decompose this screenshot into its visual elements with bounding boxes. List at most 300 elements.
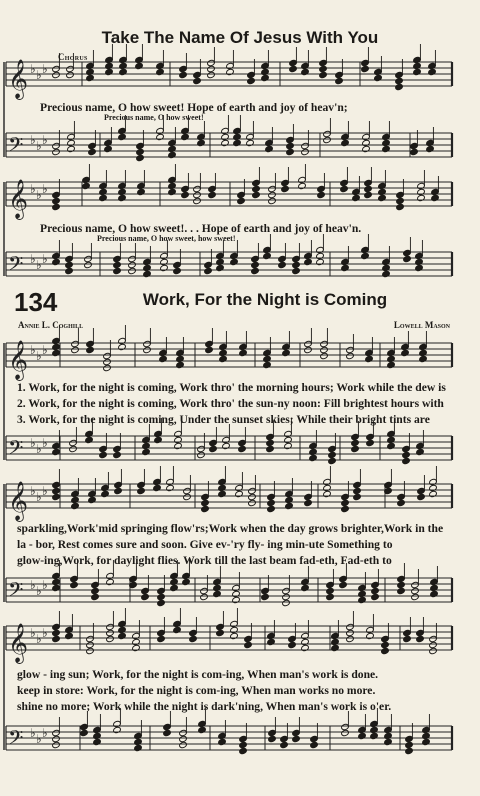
note-head	[310, 741, 319, 748]
note-head	[417, 493, 426, 500]
note-head	[301, 148, 310, 155]
note-head	[268, 197, 277, 204]
flat-sign-icon: ♭	[36, 632, 42, 646]
note-head	[86, 346, 95, 353]
note-head	[323, 490, 332, 497]
bass-clef-icon: 𝄢	[8, 578, 24, 606]
treble-clef-icon: 𝄞	[8, 340, 29, 380]
note-head	[230, 626, 239, 633]
note-head	[82, 182, 91, 189]
note-head	[263, 361, 272, 368]
flat-sign-icon: ♭	[30, 578, 36, 592]
flat-sign-icon: ♭	[42, 182, 48, 196]
note-head	[395, 83, 404, 90]
note-head	[182, 578, 191, 585]
note-head	[405, 747, 414, 754]
note-head	[156, 68, 165, 75]
note-head	[340, 185, 349, 192]
note-head	[328, 457, 337, 464]
note-head	[235, 490, 244, 497]
note-head	[415, 258, 424, 265]
note-head	[193, 197, 202, 204]
chorus-label: Chorus	[58, 52, 88, 62]
note-head	[101, 490, 110, 497]
note-head	[208, 191, 217, 198]
note-head	[52, 741, 61, 748]
note-head	[335, 77, 344, 84]
note-head	[267, 505, 276, 512]
note-head	[248, 493, 257, 500]
note-head	[239, 747, 248, 754]
note-head	[430, 590, 439, 597]
note-head	[352, 194, 361, 201]
note-head	[230, 258, 239, 265]
note-head	[142, 448, 151, 455]
flat-sign-icon: ♭	[36, 349, 42, 363]
note-head	[366, 439, 375, 446]
note-head	[213, 590, 222, 597]
verse-3-line: glow-ing,Work, for daylight flies. Work till the last beam fad-eth, Fad-eth to	[17, 554, 392, 567]
note-head	[198, 726, 207, 733]
note-head	[251, 261, 260, 268]
note-head	[417, 194, 426, 201]
note-head	[197, 451, 206, 458]
note-head	[176, 361, 185, 368]
note-head	[304, 346, 313, 353]
note-head	[106, 635, 115, 642]
note-head	[422, 738, 431, 745]
note-head	[85, 436, 94, 443]
note-head	[173, 267, 182, 274]
note-head	[213, 584, 222, 591]
flat-sign-icon: ♭	[36, 584, 42, 598]
flat-sign-icon: ♭	[36, 139, 42, 153]
note-head	[370, 726, 379, 733]
verse-3-line: shine no more; Work while the night is dark'ning, When man's work is o'er.	[17, 700, 392, 713]
note-head	[118, 194, 127, 201]
note-head	[52, 343, 61, 350]
bass-clef-icon: 𝄢	[8, 252, 24, 280]
note-head	[99, 188, 108, 195]
note-head	[353, 487, 362, 494]
note-head	[52, 349, 61, 356]
flat-sign-icon: ♭	[36, 188, 42, 202]
note-head	[163, 729, 172, 736]
note-head	[86, 68, 95, 75]
note-head	[341, 139, 350, 146]
note-head	[137, 188, 146, 195]
note-head	[207, 65, 216, 72]
flat-sign-icon: ♭	[42, 626, 48, 640]
flat-sign-icon: ♭	[30, 484, 36, 498]
note-head	[282, 599, 291, 606]
note-head	[166, 484, 175, 491]
note-head	[317, 191, 326, 198]
note-head	[219, 349, 228, 356]
verse-2-line: la - bor, Rest comes sure and soon. Give ev-'ry fly- ing min-ute Something to	[17, 538, 393, 551]
note-head	[382, 270, 391, 277]
note-head	[232, 596, 241, 603]
note-head	[268, 735, 277, 742]
note-head	[282, 593, 291, 600]
note-head	[86, 647, 95, 654]
note-head	[69, 445, 78, 452]
note-head	[301, 584, 310, 591]
verse-1-line: 1. Work, for the night is coming, Work thro' the morning hours; Work while the dew is	[17, 381, 446, 394]
note-head	[52, 635, 61, 642]
note-head	[128, 261, 137, 268]
flat-sign-icon: ♭	[30, 726, 36, 740]
note-head	[219, 355, 228, 362]
note-head	[280, 741, 289, 748]
note-head	[341, 729, 350, 736]
flat-sign-icon: ♭	[42, 578, 48, 592]
note-head	[320, 352, 329, 359]
verse-1-line: sparkling,Work'mid springing flow'rs;Work when the day grows brighter,Work in the	[17, 522, 444, 535]
note-head	[402, 457, 411, 464]
note-head	[371, 593, 380, 600]
note-head	[378, 194, 387, 201]
flat-sign-icon: ♭	[30, 182, 36, 196]
note-head	[239, 741, 248, 748]
flat-sign-icon: ♭	[42, 484, 48, 498]
note-head	[370, 732, 379, 739]
note-head	[160, 264, 169, 271]
note-head	[218, 490, 227, 497]
note-head	[246, 139, 255, 146]
note-head	[265, 145, 274, 152]
note-head	[119, 68, 128, 75]
note-head	[263, 355, 272, 362]
note-head	[292, 735, 301, 742]
note-head	[170, 584, 179, 591]
note-head	[266, 439, 275, 446]
note-head	[323, 136, 332, 143]
note-head	[387, 355, 396, 362]
note-head	[93, 738, 102, 745]
note-head	[160, 258, 169, 265]
author-credit: Annie L. Coghill	[18, 320, 84, 330]
flat-sign-icon: ♭	[42, 133, 48, 147]
treble-clef-icon: 𝄞	[8, 481, 29, 521]
note-head	[181, 191, 190, 198]
note-head	[387, 361, 396, 368]
note-head	[378, 188, 387, 195]
note-head	[288, 641, 297, 648]
note-head	[103, 364, 112, 371]
note-head	[320, 346, 329, 353]
note-head	[143, 270, 152, 277]
note-head	[301, 644, 310, 651]
note-head	[137, 487, 146, 494]
note-head	[341, 499, 350, 506]
note-head	[52, 735, 61, 742]
note-head	[233, 139, 242, 146]
note-head	[403, 255, 412, 262]
note-head	[52, 487, 61, 494]
note-head	[251, 267, 260, 274]
note-head	[413, 68, 422, 75]
note-head	[136, 148, 145, 155]
note-head	[65, 261, 74, 268]
note-head	[410, 148, 419, 155]
note-head	[396, 197, 405, 204]
note-head	[132, 644, 141, 651]
flat-sign-icon: ♭	[30, 436, 36, 450]
note-head	[157, 593, 166, 600]
note-head	[384, 732, 393, 739]
note-head	[267, 638, 276, 645]
note-head	[346, 629, 355, 636]
note-head	[401, 349, 410, 356]
note-head	[174, 442, 183, 449]
note-head	[362, 145, 371, 152]
note-head	[157, 635, 166, 642]
note-head	[316, 252, 325, 259]
flat-sign-icon: ♭	[30, 62, 36, 76]
note-head	[168, 151, 177, 158]
note-head	[91, 587, 100, 594]
note-head	[397, 587, 406, 594]
verse-1-line: glow - ing sun; Work, for the night is com-ing, When man's work is done.	[17, 668, 379, 681]
note-head	[239, 349, 248, 356]
note-head	[331, 638, 340, 645]
note-head	[216, 264, 225, 271]
note-head	[403, 635, 412, 642]
flat-sign-icon: ♭	[42, 252, 48, 266]
note-head	[168, 145, 177, 152]
note-head	[301, 638, 310, 645]
note-head	[113, 726, 122, 733]
note-head	[134, 744, 143, 751]
flat-sign-icon: ♭	[30, 252, 36, 266]
note-head	[282, 349, 291, 356]
bass-clef-icon: 𝄢	[8, 726, 24, 754]
note-head	[286, 148, 295, 155]
note-head	[416, 448, 425, 455]
note-head	[361, 65, 370, 72]
note-head	[358, 590, 367, 597]
note-head	[71, 502, 80, 509]
note-head	[341, 264, 350, 271]
note-head	[292, 261, 301, 268]
note-head	[384, 738, 393, 745]
note-head	[331, 644, 340, 651]
note-head	[238, 445, 247, 452]
note-head	[135, 62, 144, 69]
note-head	[119, 62, 128, 69]
note-head	[179, 735, 188, 742]
note-head	[141, 593, 150, 600]
note-head	[323, 484, 332, 491]
note-head	[118, 343, 127, 350]
note-head	[216, 258, 225, 265]
note-head	[200, 593, 209, 600]
note-head	[316, 258, 325, 265]
note-head	[365, 355, 374, 362]
note-head	[176, 355, 185, 362]
flat-sign-icon: ♭	[36, 68, 42, 82]
note-head	[142, 442, 151, 449]
note-head	[118, 188, 127, 195]
note-head	[218, 738, 227, 745]
note-head	[326, 587, 335, 594]
verse-2-line: 2. Work, for the night is coming, Work thro' the sun-ny noon: Fill brightest hours with	[17, 397, 444, 410]
note-head	[244, 641, 253, 648]
flat-sign-icon: ♭	[30, 343, 36, 357]
note-head	[91, 593, 100, 600]
note-head	[197, 139, 206, 146]
note-head	[128, 267, 137, 274]
note-head	[173, 626, 182, 633]
note-head	[397, 499, 406, 506]
note-head	[319, 65, 328, 72]
note-head	[382, 264, 391, 271]
note-head	[216, 629, 225, 636]
note-head	[289, 65, 298, 72]
note-head	[261, 593, 270, 600]
note-head	[159, 355, 168, 362]
note-head	[413, 62, 422, 69]
flat-sign-icon: ♭	[30, 626, 36, 640]
treble-clef-icon: 𝄞	[8, 59, 29, 99]
verse-3-line: 3. Work, for the night is coming, Under the sunset skies; While their bright tints are	[17, 413, 430, 426]
hymn-number: 134	[14, 287, 58, 317]
note-head	[341, 505, 350, 512]
note-head	[70, 581, 79, 588]
note-head	[52, 203, 61, 210]
note-head	[382, 145, 391, 152]
note-head	[52, 629, 61, 636]
note-head	[371, 587, 380, 594]
treble-clef-icon: 𝄞	[8, 623, 29, 663]
note-head	[104, 145, 113, 152]
flat-sign-icon: ♭	[42, 62, 48, 76]
note-head	[301, 68, 310, 75]
note-head	[358, 732, 367, 739]
note-head	[267, 499, 276, 506]
note-head	[416, 635, 425, 642]
note-head	[395, 77, 404, 84]
note-head	[189, 635, 198, 642]
note-head	[52, 197, 61, 204]
note-head	[113, 451, 122, 458]
note-head	[429, 641, 438, 648]
bass-lyric-line: Precious name, O how sweet, how sweet!	[97, 234, 236, 243]
flat-sign-icon: ♭	[42, 436, 48, 450]
note-head	[88, 148, 97, 155]
flat-sign-icon: ♭	[36, 490, 42, 504]
note-head	[118, 632, 127, 639]
note-head	[71, 346, 80, 353]
note-head	[430, 584, 439, 591]
note-head	[304, 499, 313, 506]
note-head	[428, 68, 437, 75]
note-head	[326, 593, 335, 600]
note-head	[65, 632, 74, 639]
note-head	[292, 267, 301, 274]
note-head	[366, 632, 375, 639]
flat-sign-icon: ♭	[30, 133, 36, 147]
lyric-line: Precious name, O how sweet!. . . Hope of earth and joy of heav'n.	[40, 222, 362, 235]
note-head	[168, 182, 177, 189]
flat-sign-icon: ♭	[36, 442, 42, 456]
note-head	[266, 445, 275, 452]
note-head	[65, 267, 74, 274]
note-head	[382, 139, 391, 146]
note-head	[397, 581, 406, 588]
note-head	[364, 185, 373, 192]
note-head	[247, 77, 256, 84]
note-head	[268, 191, 277, 198]
note-head	[422, 732, 431, 739]
note-head	[118, 626, 127, 633]
note-head	[179, 71, 188, 78]
note-head	[351, 445, 360, 452]
note-head	[52, 258, 61, 265]
note-head	[52, 584, 61, 591]
note-head	[415, 264, 424, 271]
bass-lyric-line: Precious name, O how sweet!	[104, 113, 204, 122]
note-head	[99, 194, 108, 201]
note-head	[201, 499, 210, 506]
note-head	[362, 139, 371, 146]
note-head	[179, 741, 188, 748]
note-head	[233, 133, 242, 140]
note-head	[157, 599, 166, 606]
note-head	[263, 252, 272, 259]
note-head	[284, 436, 293, 443]
note-head	[99, 451, 108, 458]
note-head	[52, 578, 61, 585]
note-head	[309, 448, 318, 455]
verse-2-line: keep in store: Work, for the night is com-ing, When man works no more.	[17, 684, 376, 697]
note-head	[381, 647, 390, 654]
note-head	[174, 436, 183, 443]
note-head	[358, 596, 367, 603]
flat-sign-icon: ♭	[42, 726, 48, 740]
note-head	[286, 142, 295, 149]
note-head	[429, 490, 438, 497]
note-head	[387, 442, 396, 449]
note-head	[309, 454, 318, 461]
note-head	[429, 647, 438, 654]
note-head	[230, 632, 239, 639]
note-head	[201, 505, 210, 512]
lyric-line: Precious name, O how sweet! Hope of earth and joy of heav'n;	[40, 101, 348, 114]
note-head	[278, 261, 287, 268]
note-head	[222, 442, 231, 449]
note-head	[67, 139, 76, 146]
note-head	[93, 732, 102, 739]
hymn-title-take-the-name: Take The Name Of Jesus With You	[101, 28, 379, 47]
note-head	[319, 71, 328, 78]
note-head	[86, 74, 95, 81]
note-head	[346, 635, 355, 642]
note-head	[405, 741, 414, 748]
composer-credit: Lowell Mason	[393, 320, 450, 330]
bass-clef-icon: 𝄢	[8, 436, 24, 464]
note-head	[396, 203, 405, 210]
note-head	[71, 496, 80, 503]
note-head	[156, 133, 165, 140]
note-head	[52, 448, 61, 455]
note-head	[153, 484, 162, 491]
bass-clef-icon: 𝄢	[8, 133, 24, 161]
note-head	[298, 182, 307, 189]
note-head	[285, 496, 294, 503]
note-head	[237, 197, 246, 204]
